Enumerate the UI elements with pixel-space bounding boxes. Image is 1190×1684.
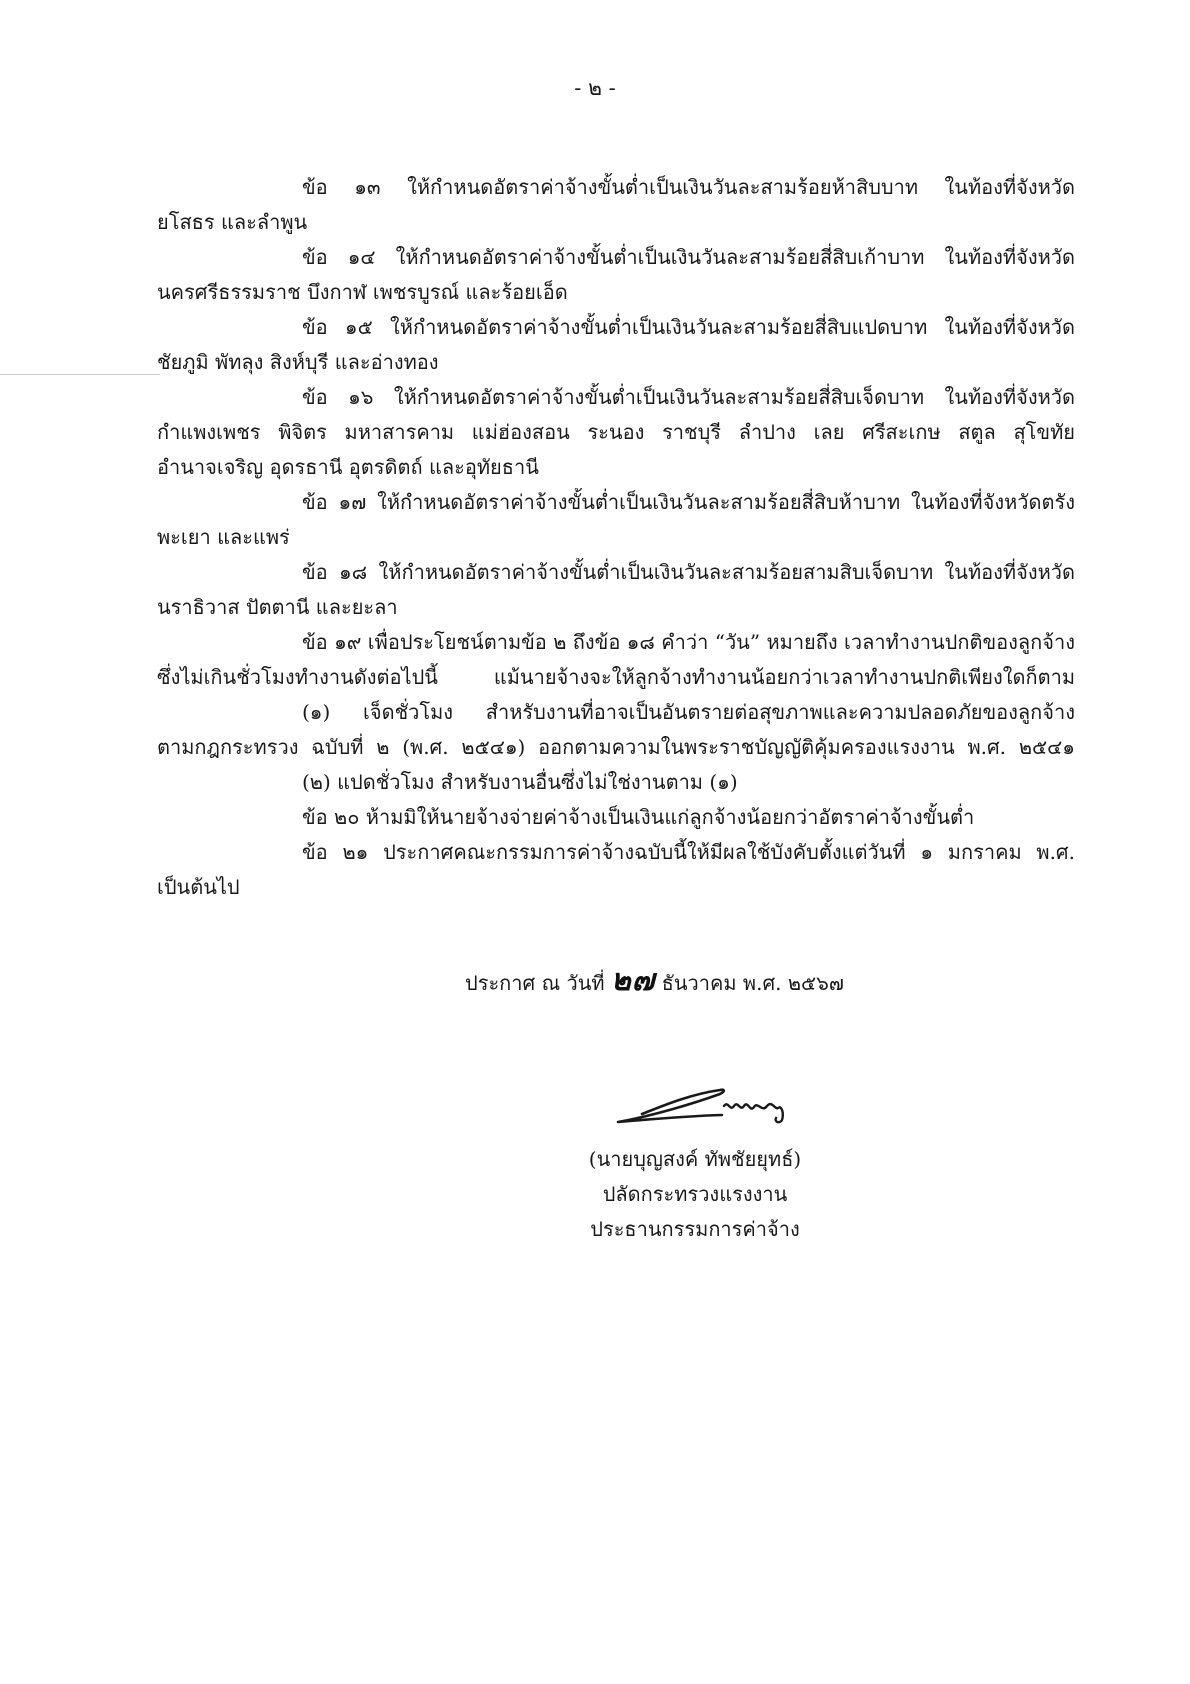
clause-19-item-1-line-1: (๑) เจ็ดชั่วโมง สำหรับงานที่อาจเป็นอันตรายต่อสุขภาพและความปลอดภัยของลูกจ้าง (302, 700, 1075, 724)
clause-19-item-2: (๒) แปดชั่วโมง สำหรับงานอื่นซึ่งไม่ใช่งานตาม (๑) (302, 770, 738, 794)
signer-position-1: ปลัดกระทรวงแรงงาน (602, 1182, 788, 1206)
clause-17-line-1: ข้อ ๑๗ ให้กำหนดอัตราค่าจ้างขั้นต่ำเป็นเงินวันละสามร้อยสี่สิบห้าบาท ในท้องที่จังหวัดตรัง (302, 490, 1075, 514)
clause-21-line-2: เป็นต้นไป (157, 875, 240, 899)
announcement-month-year: ธันวาคม พ.ศ. ๒๕๖๗ (661, 971, 844, 995)
clause-13-line-1: ข้อ ๑๓ ให้กำหนดอัตราค่าจ้างขั้นต่ำเป็นเงินวันละสามร้อยห้าสิบบาท ในท้องที่จังหวัด (302, 175, 1075, 199)
handwritten-signature (612, 1082, 802, 1126)
clause-18-line-2: นราธิวาส ปัตตานี และยะลา (157, 595, 398, 619)
clause-15-line-1: ข้อ ๑๕ ให้กำหนดอัตราค่าจ้างขั้นต่ำเป็นเงินวันละสามร้อยสี่สิบแปดบาท ในท้องที่จังหวัด (302, 315, 1075, 339)
clause-14-line-2: นครศรีธรรมราช บึงกาฬ เพชรบูรณ์ และร้อยเอ็ด (157, 280, 568, 304)
clause-15-line-2: ชัยภูมิ พัทลุง สิงห์บุรี และอ่างทอง (157, 350, 439, 374)
announcement-date (465, 963, 844, 998)
clause-18-line-1: ข้อ ๑๘ ให้กำหนดอัตราค่าจ้างขั้นต่ำเป็นเงินวันละสามร้อยสามสิบเจ็ดบาท ในท้องที่จังหวัด (302, 560, 1075, 584)
clause-16-line-1: ข้อ ๑๖ ให้กำหนดอัตราค่าจ้างขั้นต่ำเป็นเงินวันละสามร้อยสี่สิบเจ็ดบาท ในท้องที่จังหวัด (302, 385, 1075, 409)
signer-position-2: ประธานกรรมการค่าจ้าง (590, 1217, 800, 1241)
signer-name: (นายบุญสงค์ ทัพชัยยุทธ์) (588, 1147, 802, 1171)
announcement-day-handwritten: ๒๗ (610, 963, 656, 998)
clause-14-line-1: ข้อ ๑๔ ให้กำหนดอัตราค่าจ้างขั้นต่ำเป็นเงินวันละสามร้อยสี่สิบเก้าบาท ในท้องที่จังหวัด (302, 245, 1075, 269)
clause-19-item-1-line-2: ตามกฎกระทรวง ฉบับที่ ๒ (พ.ศ. ๒๕๔๑) ออกตามความในพระราชบัญญัติคุ้มครองแรงงาน พ.ศ. ๒๕๔๑ (157, 735, 1075, 759)
announcement-prefix: ประกาศ ณ วันที่ (465, 971, 605, 995)
clause-17-line-2: พะเยา และแพร่ (157, 525, 290, 549)
clause-16-line-2: กำแพงเพชร พิจิตร มหาสารคาม แม่ฮ่องสอน ระนอง ราชบุรี ลำปาง เลย ศรีสะเกษ สตูล สุโขทัย (157, 420, 1075, 444)
clause-13-line-2: ยโสธร และลำพูน (157, 210, 308, 234)
clause-19-line-2: ซึ่งไม่เกินชั่วโมงทำงานดังต่อไปนี้ แม้นายจ้างจะให้ลูกจ้างทำงานน้อยกว่าเวลาทำงานปกติเพียงใดก็ตาม (157, 665, 1075, 689)
scan-crease-mark (0, 374, 160, 375)
clause-16-line-3: อำนาจเจริญ อุดรธานี อุตรดิตถ์ และอุทัยธานี (157, 455, 539, 479)
page-number: - ๒ - (574, 76, 616, 100)
clause-19-line-1: ข้อ ๑๙ เพื่อประโยชน์ตามข้อ ๒ ถึงข้อ ๑๘ คำว่า “วัน” หมายถึง เวลาทำงานปกติของลูกจ้าง (302, 630, 1075, 654)
clause-21-line-1: ข้อ ๒๑ ประกาศคณะกรรมการค่าจ้างฉบับนี้ให้มีผลใช้บังคับตั้งแต่วันที่ ๑ มกราคม พ.ศ. (302, 840, 1075, 864)
clause-20: ข้อ ๒๐ ห้ามมิให้นายจ้างจ่ายค่าจ้างเป็นเงินแก่ลูกจ้างน้อยกว่าอัตราค่าจ้างขั้นต่ำ (302, 805, 975, 829)
